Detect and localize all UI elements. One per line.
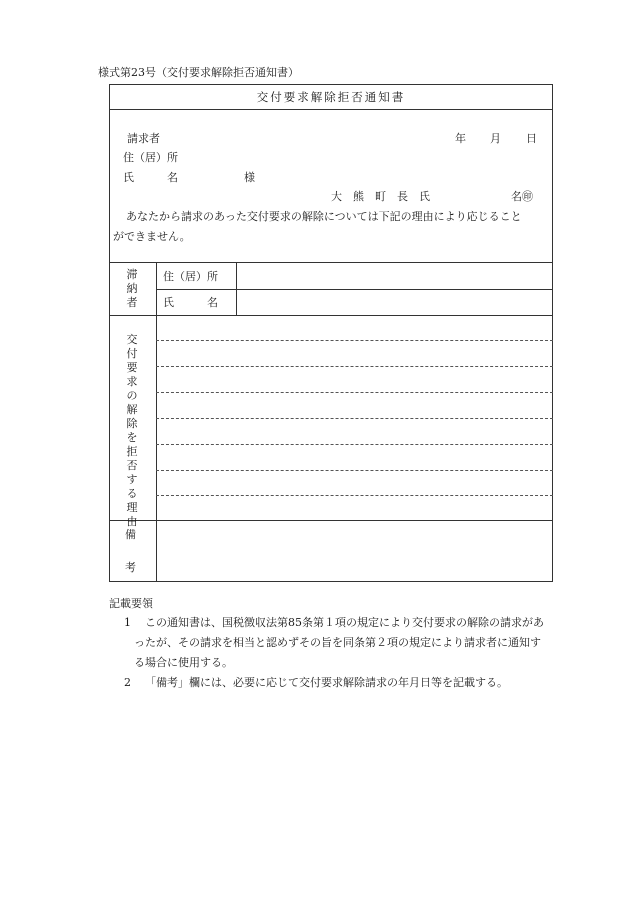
note-1-line2: ったが、その請求を相当と認めずその旨を同条第２項の規定により請求者に通知す: [134, 636, 541, 649]
form-id: 様式第23号（交付要求解除拒否通知書）: [98, 66, 299, 79]
delinquent-name-field[interactable]: [237, 290, 552, 315]
delinquent-address-label: 住（居）所: [163, 270, 218, 283]
body-text-line1: あなたから請求のあった交付要求の解除については下記の理由により応じること: [126, 210, 522, 223]
reason-label: 交付要求の解除を拒否する理由: [126, 333, 138, 528]
note-1-number: 1: [124, 616, 131, 629]
date-day: 日: [526, 132, 537, 145]
issuer-label: 大 熊 町 長 氏: [331, 190, 430, 203]
notes-heading: 記載要領: [109, 597, 153, 610]
requester-address-label: 住（居）所: [123, 151, 178, 164]
delinquent-address-field[interactable]: [237, 263, 552, 289]
remarks-field[interactable]: [157, 521, 552, 581]
requester-label: 請求者: [127, 132, 160, 145]
note-1-line1: この通知書は、国税徴収法第85条第１項の規定により交付要求の解除の請求があ: [145, 616, 544, 629]
document-title: 交付要求解除拒否通知書: [256, 90, 406, 104]
date-year: 年: [455, 132, 466, 145]
requester-honorific: 様: [244, 171, 255, 184]
body-text-line2: ができません。: [113, 230, 191, 243]
title-divider: [109, 109, 553, 110]
note-2-line1: 「備考」欄には、必要に応じて交付要求解除請求の年月日等を記載する。: [145, 676, 508, 689]
delinquent-label: 滞納者: [126, 268, 138, 309]
note-1-line3: る場合に使用する。: [134, 656, 233, 669]
remarks-label-top: 備: [125, 528, 136, 541]
issuer-seal: 名㊞: [511, 190, 533, 203]
remarks-label-bottom: 考: [125, 561, 136, 574]
reason-field[interactable]: [157, 316, 552, 520]
requester-name-label: 氏 名: [123, 171, 178, 184]
delinquent-name-label: 氏 名: [163, 296, 218, 309]
date-month: 月: [490, 132, 501, 145]
note-2-number: 2: [124, 676, 131, 689]
